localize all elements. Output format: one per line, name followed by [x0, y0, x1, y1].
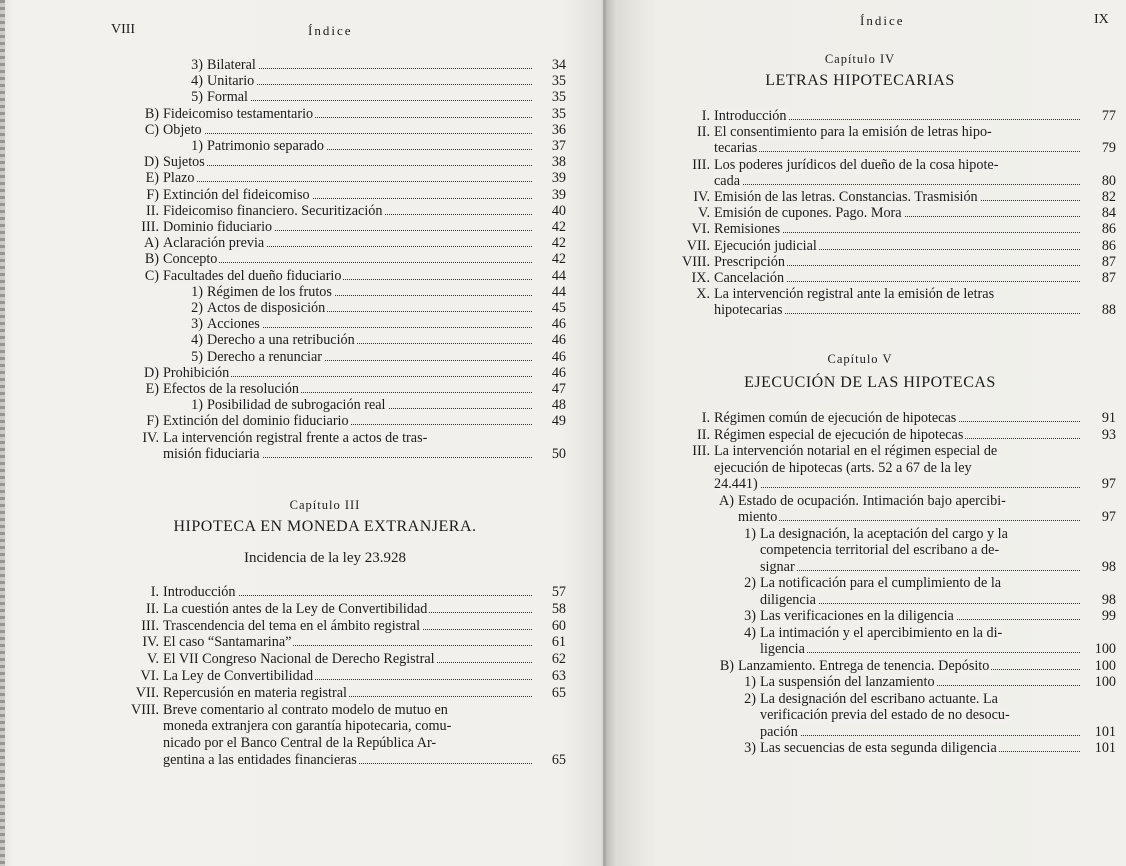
- toc-entry-title: Régimen de los frutos: [207, 283, 332, 300]
- toc-entry-page: 86: [1101, 237, 1116, 254]
- toc-entry: [606, 410, 1116, 426]
- toc-entry: [606, 740, 1116, 756]
- toc-entry: [0, 685, 566, 701]
- toc-entry: [606, 173, 1116, 189]
- toc-entry-page: 101: [1094, 723, 1116, 740]
- toc-entry-page: 46: [551, 316, 566, 333]
- toc-entry-title: El caso “Santamarina”: [163, 634, 292, 651]
- toc-entry-title: Estado de ocupación. Intimación bajo apercibi-: [738, 492, 1006, 509]
- toc-entry-page: 35: [551, 73, 566, 90]
- toc-entry-page: 86: [1101, 221, 1116, 238]
- toc-entry-title: Derecho a renunciar: [207, 348, 323, 365]
- toc-entry-number: III.: [141, 617, 159, 634]
- toc-entry-number: VII.: [135, 684, 159, 701]
- toc-entry: [606, 608, 1116, 624]
- toc-entry: [606, 189, 1116, 205]
- toc-entry: [606, 691, 1116, 707]
- toc-entry: [606, 592, 1116, 608]
- toc-entry-title: Las verificaciones en la diligencia: [760, 608, 954, 624]
- toc-entry: [606, 559, 1116, 575]
- toc-entry-number: VIII.: [131, 701, 159, 718]
- running-head-right: Índice: [860, 13, 905, 28]
- toc-entry-number: I.: [701, 410, 710, 426]
- toc-entry-number: 1): [191, 283, 203, 300]
- toc-entry-number: 3): [191, 316, 203, 333]
- toc-entry-page: 100: [1094, 641, 1116, 657]
- toc-entry: [606, 526, 1116, 542]
- toc-entry-number: 5): [191, 89, 203, 106]
- toc-entry-number: I.: [150, 584, 159, 600]
- toc-entry: [606, 493, 1116, 509]
- toc-entry-page: 48: [551, 397, 566, 414]
- toc-entry-title: La notificación para el cumplimiento de la: [760, 575, 1002, 591]
- toc-entry-number: C): [144, 121, 159, 138]
- toc-entry: [606, 509, 1116, 525]
- toc-entry-page: 35: [551, 89, 566, 106]
- toc-entry-title: nicado por el Banco Central de la República Ar-: [163, 735, 437, 752]
- toc-entry-number: II.: [697, 124, 710, 141]
- toc-entry-title: Aclaración previa: [163, 235, 265, 252]
- toc-entry-title: Régimen común de ejecución de hipotecas: [714, 410, 957, 426]
- toc-entry-page: 38: [551, 154, 566, 171]
- toc-entry-number: D): [144, 364, 159, 381]
- toc-entry-number: 1): [191, 397, 203, 414]
- toc-entry-number: 4): [191, 73, 203, 90]
- toc-entry-title: hipotecarias: [714, 302, 783, 319]
- toc-entry-page: 98: [1101, 558, 1116, 575]
- toc-entry-title: Remisiones: [714, 221, 781, 238]
- toc-entry: [0, 73, 566, 89]
- chapter-3-title: HIPOTECA EN MONEDA EXTRANJERA.: [173, 518, 477, 535]
- toc-entry-number: 3): [191, 57, 203, 73]
- toc-entry: [0, 601, 566, 617]
- toc-entry-title: Patrimonio separado: [207, 138, 325, 154]
- right-page: [606, 0, 1126, 866]
- toc-entry-number: III.: [141, 219, 159, 235]
- toc-entry: [0, 251, 566, 267]
- toc-entry-number: II.: [697, 426, 710, 443]
- toc-entry-number: 3): [744, 740, 756, 756]
- toc-entry-page: 93: [1101, 426, 1116, 443]
- toc-entry-number: 2): [744, 690, 756, 707]
- chapter-5-title: EJECUCIÓN DE LAS HIPOTECAS: [744, 374, 996, 391]
- toc-entry-page: 98: [1101, 591, 1116, 608]
- toc-entry: [606, 625, 1116, 641]
- toc-entry-title: miento: [738, 509, 778, 525]
- toc-entry-title: El VII Congreso Nacional de Derecho Registral: [163, 651, 435, 668]
- toc-entry-title: Unitario: [207, 73, 255, 90]
- toc-entry: [0, 668, 566, 684]
- toc-entry-page: 77: [1101, 108, 1116, 124]
- toc-entry: [606, 286, 1116, 302]
- toc-entry-title: Emisión de cupones. Pago. Mora: [714, 205, 902, 222]
- chapter-4-label: Capítulo IV: [824, 52, 896, 66]
- toc-entry: [606, 427, 1116, 443]
- toc-entry-title: La designación del escribano actuante. La: [760, 690, 998, 707]
- toc-entry-page: 97: [1101, 476, 1116, 492]
- toc-entry-number: V.: [147, 651, 159, 668]
- toc-entry-page: 46: [551, 364, 566, 381]
- toc-entry-number: III.: [692, 156, 710, 173]
- toc-entry-page: 65: [551, 752, 566, 768]
- toc-entry-page: 35: [551, 105, 566, 122]
- toc-entry-page: 46: [551, 332, 566, 349]
- toc-entry-title: Los poderes jurídicos del dueño de la cosa hipote-: [714, 156, 999, 173]
- toc-entry-title: moneda extranjera con garantía hipotecaria, comu-: [163, 718, 452, 735]
- toc-entry-number: IV.: [142, 429, 159, 446]
- toc-entry: [606, 542, 1116, 558]
- toc-entry-title: Lanzamiento. Entrega de tenencia. Depósito: [738, 657, 990, 674]
- toc-entry-page: 65: [551, 684, 566, 701]
- toc-entry-number: VII.: [686, 237, 710, 254]
- toc-entry-title: Fideicomiso financiero. Securitización: [163, 202, 383, 219]
- toc-entry-title: La cuestión antes de la Ley de Convertibilidad: [163, 600, 428, 617]
- toc-entry-number: IV.: [142, 634, 159, 651]
- toc-entry-page: 46: [551, 348, 566, 365]
- toc-entry-title: La suspensión del lanzamiento: [760, 674, 935, 690]
- toc-entry-title: competencia territorial del escribano a de-: [760, 542, 1000, 558]
- toc-entry: [606, 254, 1116, 270]
- toc-entry: [606, 724, 1116, 740]
- toc-entry-title: Dominio fiduciario: [163, 219, 273, 235]
- toc-entry-title: Plazo: [163, 170, 195, 187]
- toc-entry: [0, 413, 566, 429]
- toc-entry-page: 39: [551, 186, 566, 203]
- toc-entry: [606, 157, 1116, 173]
- toc-entry-number: V.: [698, 205, 710, 222]
- toc-entry: [606, 124, 1116, 140]
- toc-entry: [606, 221, 1116, 237]
- toc-entry-number: 5): [191, 348, 203, 365]
- toc-entry: [0, 284, 566, 300]
- toc-entry-page: 80: [1101, 172, 1116, 189]
- toc-entry: [0, 138, 566, 154]
- toc-entry: [0, 154, 566, 170]
- toc-entry-number: B): [144, 251, 159, 268]
- toc-entry-page: 42: [551, 219, 566, 235]
- toc-entry: [0, 718, 566, 734]
- toc-entry-title: La intervención registral frente a actos de tras-: [163, 429, 428, 446]
- toc-entry-title: misión fiduciaria: [163, 445, 260, 462]
- toc-entry: [0, 203, 566, 219]
- toc-entry-title: signar: [760, 558, 795, 575]
- toc-entry-number: 3): [744, 608, 756, 624]
- toc-entry-title: Sujetos: [163, 154, 205, 171]
- toc-entry: [0, 57, 566, 73]
- toc-entry-page: 42: [551, 251, 566, 268]
- toc-entry: [606, 108, 1116, 124]
- toc-entry: [0, 349, 566, 365]
- toc-entry-number: A): [144, 235, 159, 252]
- toc-entry-page: 100: [1094, 674, 1116, 690]
- toc-entry-title: Extinción del fideicomiso: [163, 186, 310, 203]
- toc-entry-title: ejecución de hipotecas (arts. 52 a 67 de la ley: [714, 459, 972, 476]
- folio-left: VIII: [111, 22, 136, 37]
- toc-entry-title: pación: [760, 723, 798, 740]
- toc-entry-title: Las secuencias de esta segunda diligencia: [760, 740, 997, 756]
- toc-entry-title: Prohibición: [163, 364, 230, 381]
- toc-entry-number: 1): [744, 525, 756, 542]
- toc-entry-title: Introducción: [714, 108, 787, 124]
- toc-entry-page: 100: [1094, 657, 1116, 674]
- toc-entry-title: Posibilidad de subrogación real: [207, 397, 386, 414]
- toc-entry: [606, 443, 1116, 459]
- toc-entry: [0, 651, 566, 667]
- toc-entry-title: Introducción: [163, 584, 236, 600]
- toc-entry-page: 87: [1101, 270, 1116, 286]
- toc-entry-page: 44: [551, 283, 566, 300]
- toc-entry-title: verificación previa del estado de no desocu-: [760, 707, 1010, 723]
- toc-entry-number: F): [146, 186, 159, 203]
- toc-entry: [0, 187, 566, 203]
- toc-entry-page: 39: [551, 170, 566, 187]
- toc-entry-page: 36: [551, 121, 566, 138]
- toc-entry: [606, 205, 1116, 221]
- toc-entry: [606, 641, 1116, 657]
- toc-entry-number: 1): [191, 138, 203, 154]
- toc-entry-title: 24.441): [714, 476, 758, 492]
- toc-entry-number: II.: [146, 202, 159, 219]
- toc-entry-title: Efectos de la resolución: [163, 381, 299, 397]
- toc-entry-number: I.: [701, 108, 710, 124]
- toc-entry-title: Acciones: [207, 316, 260, 333]
- toc-entry-page: 97: [1101, 509, 1116, 525]
- toc-entry-page: 101: [1094, 740, 1116, 756]
- toc-entry-page: 50: [551, 445, 566, 462]
- toc-entry-page: 63: [551, 668, 566, 684]
- toc-entry: [0, 618, 566, 634]
- toc-entry-page: 34: [551, 57, 566, 73]
- toc-entry-title: cada: [714, 172, 740, 189]
- toc-entry-number: C): [144, 267, 159, 284]
- toc-entry: [0, 397, 566, 413]
- toc-entry-title: La Ley de Convertibilidad: [163, 668, 314, 684]
- chapter-3-label: Capítulo III: [289, 498, 361, 512]
- toc-entry-title: Cancelación: [714, 270, 785, 286]
- toc-entry-title: Actos de disposición: [207, 300, 326, 316]
- toc-entry-number: 4): [191, 332, 203, 349]
- toc-entry: [0, 735, 566, 751]
- toc-entry-page: 42: [551, 235, 566, 252]
- toc-entry-page: 44: [551, 267, 566, 284]
- toc-entry-title: Facultades del dueño fiduciario: [163, 267, 342, 284]
- toc-entry-number: 2): [744, 575, 756, 591]
- toc-entry-number: A): [719, 492, 734, 509]
- toc-entry-page: 62: [551, 651, 566, 668]
- folio-right: IX: [1094, 12, 1109, 27]
- toc-entry-title: Formal: [207, 89, 248, 106]
- toc-entry-title: Régimen especial de ejecución de hipotecas: [714, 426, 964, 443]
- toc-entry-number: X.: [696, 286, 710, 303]
- toc-entry-page: 57: [551, 584, 566, 600]
- toc-entry-title: La intervención registral ante la emisión de letras: [714, 286, 995, 303]
- toc-entry-number: D): [144, 154, 159, 171]
- toc-entry-number: IV.: [693, 189, 710, 205]
- toc-entry-title: Breve comentario al contrato modelo de mutuo en: [163, 701, 448, 718]
- toc-entry-number: II.: [146, 600, 159, 617]
- toc-entry-page: 87: [1101, 253, 1116, 270]
- toc-entry: [606, 575, 1116, 591]
- toc-entry-number: III.: [692, 443, 710, 459]
- toc-entry-number: VI.: [140, 668, 159, 684]
- toc-entry-page: 84: [1101, 205, 1116, 222]
- toc-entry: [606, 658, 1116, 674]
- toc-entry: [0, 702, 566, 718]
- chapter-3-subtitle: Incidencia de la ley 23.928: [243, 550, 407, 566]
- toc-entry-number: E): [145, 170, 159, 187]
- toc-entry: [0, 170, 566, 186]
- toc-entry-number: 2): [191, 300, 203, 316]
- toc-entry-title: tecarias: [714, 140, 758, 157]
- toc-entry-page: 60: [551, 617, 566, 634]
- toc-entry-number: IX.: [691, 270, 710, 286]
- toc-entry: [0, 381, 566, 397]
- toc-entry-title: Concepto: [163, 251, 218, 268]
- toc-entry-page: 82: [1101, 189, 1116, 205]
- toc-entry-title: El consentimiento para la emisión de letras hipo-: [714, 124, 992, 141]
- toc-entry: [606, 140, 1116, 156]
- toc-entry: [0, 316, 566, 332]
- toc-entry-title: Objeto: [163, 121, 202, 138]
- toc-entry: [0, 106, 566, 122]
- toc-entry-page: 58: [551, 600, 566, 617]
- toc-entry: [0, 89, 566, 105]
- toc-entry-number: E): [145, 381, 159, 397]
- toc-entry: [0, 122, 566, 138]
- toc-entry: [0, 235, 566, 251]
- toc-entry-number: VI.: [691, 221, 710, 238]
- toc-entry-number: 4): [744, 624, 756, 641]
- toc-entry-page: 37: [551, 138, 566, 154]
- toc-entry: [0, 752, 566, 768]
- toc-entry-number: B): [144, 105, 159, 122]
- toc-entry-title: Emisión de las letras. Constancias. Trasmisión: [714, 189, 978, 205]
- toc-entry-title: Trascendencia del tema en el ámbito registral: [163, 617, 421, 634]
- toc-entry: [606, 238, 1116, 254]
- toc-entry: [0, 430, 566, 446]
- toc-entry: [0, 332, 566, 348]
- toc-entry: [606, 270, 1116, 286]
- running-head-left: Índice: [308, 23, 353, 38]
- toc-entry-title: ligencia: [760, 641, 805, 657]
- toc-entry-title: Bilateral: [207, 57, 256, 73]
- toc-entry: [0, 268, 566, 284]
- toc-entry-title: Fideicomiso testamentario: [163, 105, 314, 122]
- toc-entry-page: 45: [551, 300, 566, 316]
- toc-entry: [606, 707, 1116, 723]
- toc-entry-title: Repercusión en materia registral: [163, 684, 347, 701]
- toc-entry-title: Derecho a una retribución: [207, 332, 355, 349]
- toc-entry: [0, 219, 566, 235]
- toc-entry-number: F): [146, 413, 159, 430]
- toc-entry-page: 40: [551, 202, 566, 219]
- chapter-4-title: LETRAS HIPOTECARIAS: [765, 72, 955, 89]
- toc-entry-page: 49: [551, 413, 566, 430]
- toc-entry: [606, 460, 1116, 476]
- toc-entry-page: 88: [1101, 302, 1116, 319]
- toc-entry-page: 79: [1101, 140, 1116, 157]
- toc-entry-title: gentina a las entidades financieras: [163, 752, 357, 768]
- toc-entry: [606, 476, 1116, 492]
- chapter-5-label: Capítulo V: [827, 352, 893, 366]
- toc-entry: [0, 634, 566, 650]
- toc-entry-title: diligencia: [760, 591, 816, 608]
- toc-entry-title: La designación, la aceptación del cargo y la: [760, 525, 1008, 542]
- toc-entry: [0, 584, 566, 600]
- toc-entry-title: Extinción del dominio fiduciario: [163, 413, 349, 430]
- toc-entry-number: VIII.: [682, 253, 710, 270]
- toc-entry: [0, 300, 566, 316]
- toc-entry: [606, 674, 1116, 690]
- toc-entry-page: 99: [1101, 608, 1116, 624]
- toc-entry: [0, 446, 566, 462]
- toc-entry-title: La intimación y el apercibimiento en la di-: [760, 624, 1003, 641]
- toc-entry-title: Ejecución judicial: [714, 237, 817, 254]
- toc-entry-number: B): [719, 657, 734, 674]
- toc-entry-title: La intervención notarial en el régimen especial de: [714, 443, 998, 459]
- toc-entry-page: 91: [1101, 410, 1116, 426]
- toc-entry-page: 61: [551, 634, 566, 651]
- toc-entry: [0, 365, 566, 381]
- toc-entry-number: 1): [744, 674, 756, 690]
- toc-entry-title: Prescripción: [714, 253, 785, 270]
- toc-entry-page: 47: [551, 381, 566, 397]
- toc-entry: [606, 302, 1116, 318]
